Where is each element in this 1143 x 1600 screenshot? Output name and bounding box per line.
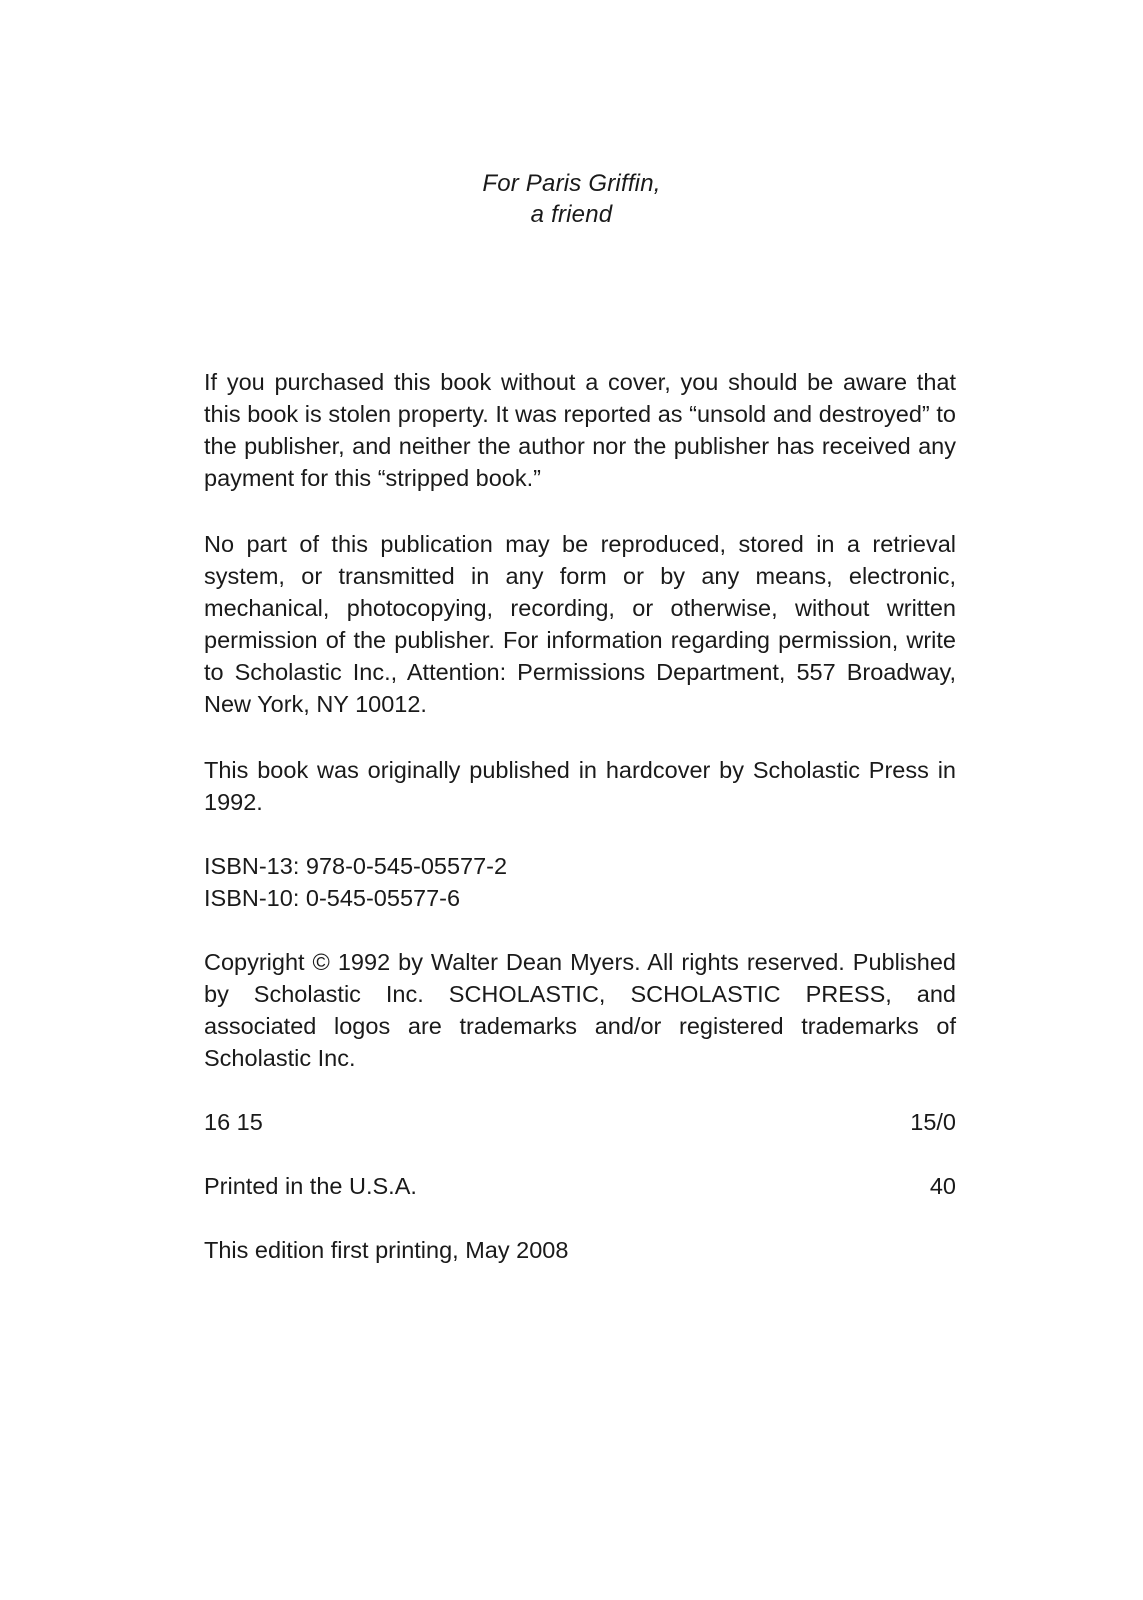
printing-numbers-left: 16 15 [204,1109,263,1135]
rights-notice-paragraph [204,528,956,720]
cover-notice-text: If you purchased this book without a cover, you should be aware that this book is stolen property. It was reported as “unsold and destroyed” to the publisher, and neither the author nor the publisher has received any payment for this “stripped book.” [204,369,956,491]
isbn-13: ISBN-13: 978-0-545-05577-2 [204,853,508,879]
dedication-line-1: For Paris Griffin, [482,170,661,197]
hardcover-notice-text: This book was originally published in hardcover by Scholastic Press in 1992. [204,757,956,815]
printing-numbers-line [204,1106,956,1138]
dedication [0,168,1143,230]
copyright-text: Copyright © 1992 by Walter Dean Myers. All rights reserved. Published by Scholastic Inc. SCHOLASTIC, SCHOLASTIC PRESS, and associated logos are trademarks and/or registered trademarks of Scholastic Inc. [204,949,956,1071]
cover-notice-paragraph [204,366,956,494]
printing-numbers-right: 15/0 [910,1109,956,1135]
hardcover-notice-paragraph [204,754,956,818]
edition-text: This edition first printing, May 2008 [204,1237,569,1263]
edition-paragraph [204,1234,956,1266]
rights-notice-text: No part of this publication may be reproduced, stored in a retrieval system, or transmitted in any form or by any means, electronic, mechanical, photocopying, recording, or otherwise, without written permission of the publisher. For information regarding permission, write to Scholastic Inc., Attention: Permissions Department, 557 Broadway, New York, NY 10012. [204,531,956,717]
printer-code: 40 [929,1173,956,1199]
copyright-paragraph [204,946,956,1074]
printed-in-line [204,1170,956,1202]
dedication-line-2: a friend [530,201,613,228]
isbn-10: ISBN-10: 0-545-05577-6 [204,885,461,911]
printed-in-text: Printed in the U.S.A. [204,1173,417,1199]
isbn-block [204,850,956,914]
